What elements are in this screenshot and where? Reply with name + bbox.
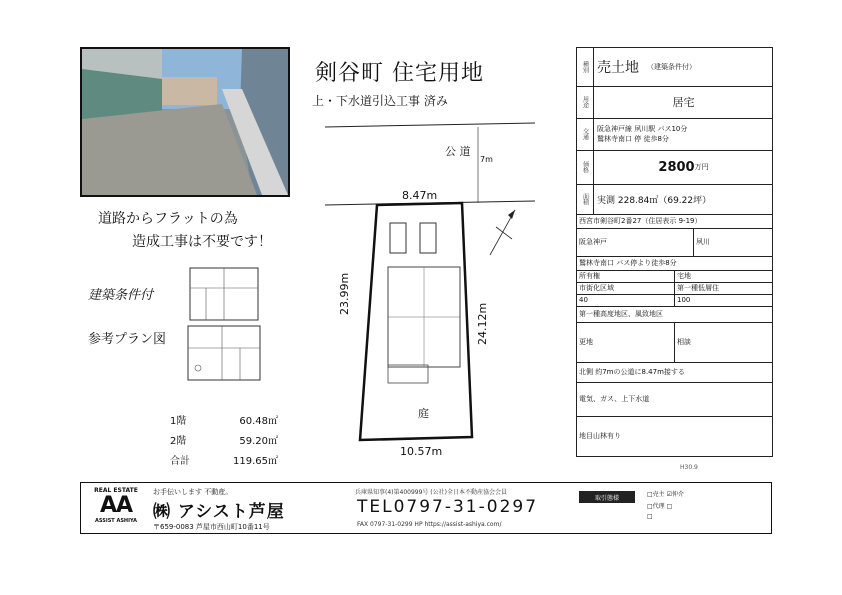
zone2-value: 第一種低層住 <box>677 284 719 292</box>
area-row-1f <box>170 409 278 429</box>
row-area <box>577 184 772 215</box>
footer <box>80 482 772 534</box>
location-value: 西宮市剣谷町2番27（住居表示 9-19） <box>579 217 702 225</box>
row-road <box>577 362 772 383</box>
floor-areas <box>170 409 278 469</box>
coverage-value: 40 <box>577 294 675 306</box>
tagline: お手伝いします 不動産。 <box>153 488 233 496</box>
row-access <box>577 118 772 151</box>
price-unit: 万円 <box>694 163 709 171</box>
row-bus <box>577 256 772 271</box>
row-type <box>577 48 772 87</box>
transaction-line2: □代理 □ <box>647 503 673 510</box>
fax-and-website: FAX 0797-31-0299 HP https://assist-ashiya.com/ <box>357 521 502 528</box>
plan-label: 参考プラン図 <box>88 332 167 347</box>
row-label: 面積 <box>577 184 594 214</box>
page-subtitle: 上・下水道引込工事 済み <box>312 94 448 108</box>
row-station <box>577 228 772 257</box>
condition-label: 建築条件付 <box>88 288 154 303</box>
station2-value: 夙川 <box>696 238 710 246</box>
area-row-total <box>170 449 278 469</box>
remarks-value: 地目山林有り <box>579 432 621 440</box>
logo-bottom-text: ASSIST ASHIYA <box>95 518 137 524</box>
bottom-width-label: 10.57m <box>400 445 443 458</box>
phone-number: TEL0797-31-0297 <box>357 497 539 517</box>
area-label: 1階 <box>170 415 187 427</box>
garden-label: 庭 <box>418 407 429 420</box>
road-label: 公 道 <box>445 145 471 158</box>
flat-note-line1: 道路からフラットの為 <box>98 211 238 227</box>
property-photo <box>80 47 290 197</box>
company-logo <box>85 487 147 531</box>
page-title: 剣谷町 住宅用地 <box>315 61 484 86</box>
access-line1: 阪急神戸線 夙川駅 バス10分 <box>597 125 688 133</box>
row-utilities <box>577 382 772 417</box>
area-value: 59.20㎡ <box>239 435 278 447</box>
transaction-line1: □売主 ☑仲介 <box>647 491 684 498</box>
transaction-type <box>579 487 769 531</box>
station-value: 阪急神戸 <box>577 228 694 256</box>
access-line2: 鷲林寺南口 停 徒歩8分 <box>597 135 669 143</box>
site-plan <box>320 115 535 465</box>
flat-note-line2: 造成工事は不要です！ <box>132 234 272 250</box>
area-label: 合計 <box>170 455 190 467</box>
row-location <box>577 214 772 229</box>
use-value: 居宅 <box>672 96 695 109</box>
height-value: 第一種高度地区、風致地区 <box>579 310 663 318</box>
right-depth-label: 24.12m <box>476 302 489 345</box>
road-value: 北側 約7mの公道に8.47m接する <box>579 368 685 376</box>
area-value: 119.65㎡ <box>233 455 278 467</box>
road-width-label: 7m <box>480 155 493 164</box>
row-use <box>577 86 772 119</box>
utilities-value: 電気、ガス、上下水道 <box>579 395 650 403</box>
price-value: 2800 <box>658 159 695 175</box>
far-value: 100 <box>677 296 691 304</box>
transact-value: 相談 <box>677 338 691 346</box>
row-label: 価格 <box>577 150 594 184</box>
row-current <box>577 322 772 363</box>
logo-top-text: REAL ESTATE <box>94 487 138 494</box>
type-value: 売土地 <box>597 60 639 76</box>
row-height <box>577 306 772 323</box>
company-address: 〒659-0083 芦屋市西山町10番11号 <box>153 523 270 531</box>
top-width-label: 8.47m <box>402 189 438 202</box>
date-note: H30.9 <box>680 464 698 471</box>
area-value: 60.48㎡ <box>239 415 278 427</box>
property-info-table <box>576 47 773 457</box>
zone-value: 市街化区域 <box>577 282 675 294</box>
company-info <box>153 487 285 532</box>
floor-plan-drawing <box>184 264 266 384</box>
company-name: ㈱ アシスト芦屋 <box>153 502 285 522</box>
row-price <box>577 150 772 185</box>
bus-value: 鷲林寺南口 バス停より徒歩8分 <box>579 259 677 267</box>
row-label: 用途 <box>577 86 594 118</box>
area-row-2f <box>170 429 278 449</box>
license-text: 兵庫県知事(4)第400999号 (公社)全日本不動産協会会員 <box>355 489 507 496</box>
land-value: 宅地 <box>677 272 691 280</box>
left-depth-label: 23.99m <box>338 272 351 315</box>
logo-letters: AA <box>99 493 133 518</box>
rights-value: 所有権 <box>577 270 675 282</box>
area-value: 実測 228.84㎡（69.22坪） <box>597 195 712 206</box>
current-value: 更地 <box>577 322 675 362</box>
transaction-label: 取引態様 <box>579 491 635 503</box>
type-note: （建築条件付） <box>647 63 696 71</box>
row-label: 交通 <box>577 118 594 150</box>
transaction-line3: □ <box>647 513 653 520</box>
row-remarks <box>577 416 772 456</box>
area-label: 2階 <box>170 435 187 447</box>
row-label: 種別 <box>577 48 594 86</box>
